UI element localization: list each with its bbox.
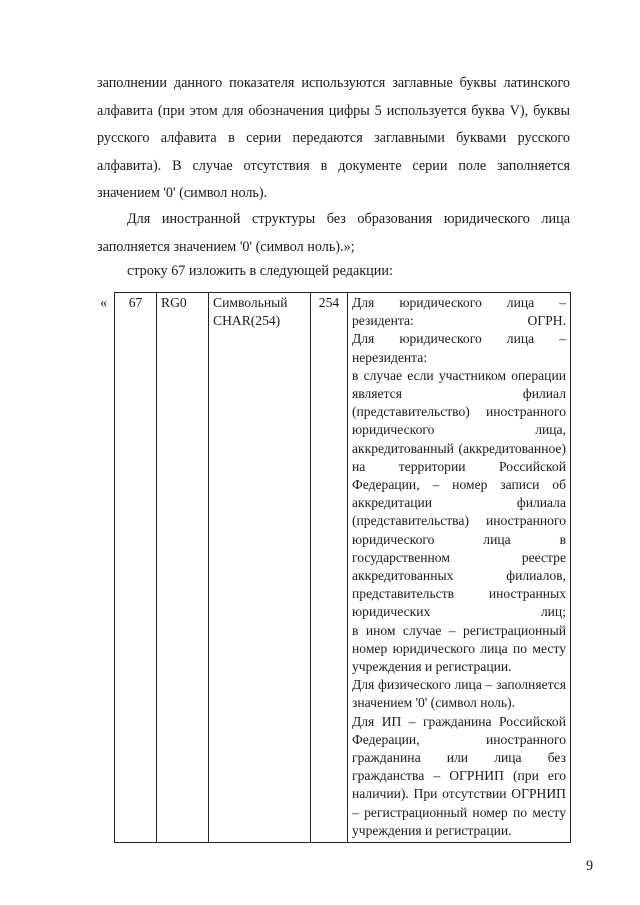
- field-length-cell: 254: [311, 293, 348, 843]
- field-type-cell: Символьный CHAR(254): [209, 293, 311, 843]
- table-row: [115, 293, 571, 843]
- description-line: Для юридического лица – резидента: ОГРН.: [352, 295, 566, 329]
- paragraph-row67-intro: строку 67 изложить в следующей редакции:: [127, 263, 393, 279]
- opening-quote-mark: «: [100, 295, 108, 311]
- row-number-cell: 67: [115, 293, 157, 843]
- description-line: Для физического лица – заполняется значением '0' (символ ноль).: [352, 677, 566, 711]
- description-line: Для ИП – гражданина Российской Федерации, иностранного гражданина или лица без гражданства – ОГРНИП (при его наличии). При отсутствии ОГРНИП – регистрационный номер по месту учреждения и регистрации.: [352, 713, 566, 838]
- page-number: 9: [586, 858, 594, 874]
- field-description-cell: [348, 293, 571, 843]
- description-line: в ином случае – регистрационный номер юридического лица по месту учреждения и регистрации.: [352, 622, 566, 675]
- field-code-cell: RG0: [157, 293, 209, 843]
- description-line: Для юридического лица – нерезидента:: [352, 331, 566, 365]
- field-table: [114, 292, 571, 843]
- paragraph-continuation: заполнении данного показателя используются заглавные буквы латинского алфавита (при этом для обозначения цифры 5 используется буква V), буквы русского алфавита в серии передаются заглавными буквами русского алфавита). В случае отсутствия в документе серии поле заполняется значением '0' (символ ноль).: [97, 75, 570, 201]
- description-line: в случае если участником операции является филиал (представительство) иностранного юридического лица, аккредитованный (аккредитованное) на территории Российской Федерации, – номер записи об аккредитации филиала (представительства) иностранного юридического лица в государственном реестре аккредитованных филиалов, представительств иностранных юридических лиц;: [352, 367, 566, 620]
- paragraph-foreign-structure: Для иностранной структуры без образования юридического лица заполняется значением '0' (символ ноль).»;: [97, 211, 570, 255]
